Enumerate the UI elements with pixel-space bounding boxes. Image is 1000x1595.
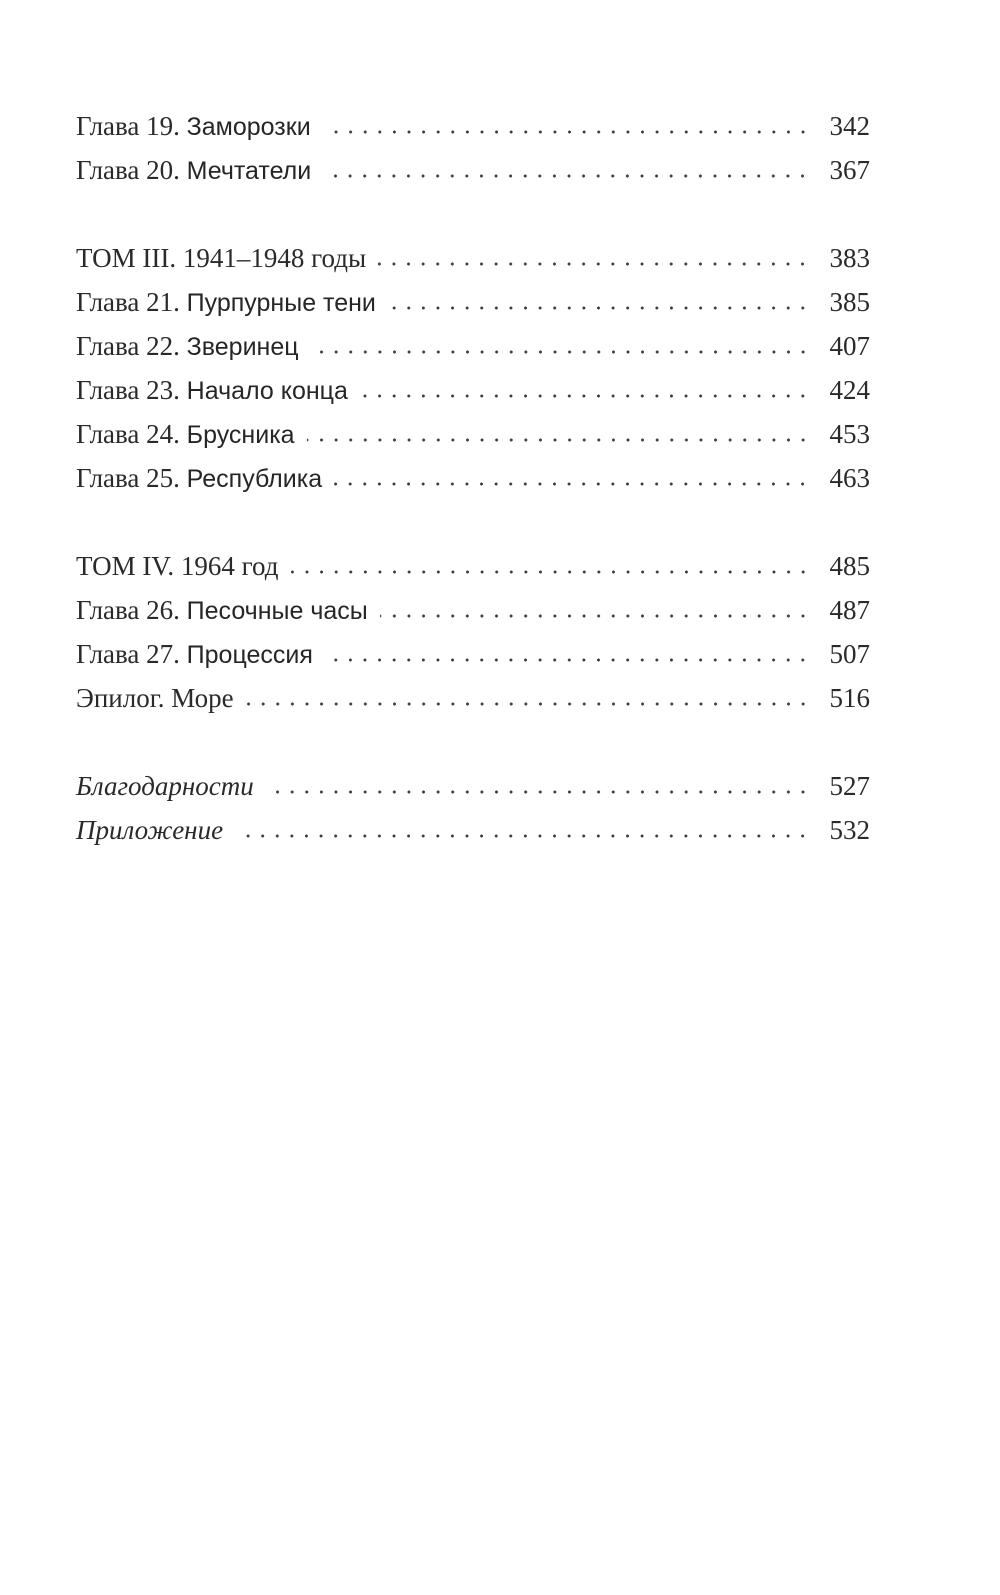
- entry-prefix: Глава 20.: [76, 155, 187, 185]
- toc-group: [76, 764, 870, 852]
- entry-prefix: Глава 27.: [76, 639, 187, 669]
- entry-title: Песочные часы: [186, 597, 368, 625]
- dot-leader: [307, 437, 810, 443]
- entry-prefix: ТОМ IV.: [76, 551, 181, 581]
- toc-backmatter-entry[interactable]: [76, 808, 870, 852]
- toc-volume-entry[interactable]: [76, 236, 870, 280]
- entry-label: [76, 148, 311, 193]
- toc-group: [76, 104, 870, 192]
- page-number: 485: [829, 551, 870, 581]
- entry-label: [76, 456, 322, 501]
- page-number: 516: [829, 683, 870, 713]
- entry-title: 1941–1948 годы: [182, 243, 367, 273]
- dot-leader: [380, 613, 810, 619]
- dot-leader: [246, 701, 810, 707]
- toc-entry[interactable]: [76, 368, 870, 412]
- entry-label: [76, 104, 311, 149]
- page-number: 507: [829, 639, 870, 669]
- dot-leader: [235, 833, 810, 839]
- page-number: 383: [829, 243, 870, 273]
- toc-group: [76, 236, 870, 500]
- entry-label: [76, 588, 368, 633]
- entry-title: Зверинец: [186, 333, 299, 361]
- toc-group: [76, 544, 870, 720]
- entry-label: Благодарности: [76, 771, 254, 801]
- page-number: 487: [829, 595, 870, 625]
- dot-leader: [291, 569, 810, 575]
- toc-entry[interactable]: [76, 632, 870, 676]
- entry-prefix: Эпилог.: [76, 683, 172, 713]
- toc-entry[interactable]: [76, 412, 870, 456]
- dot-leader: [360, 393, 810, 399]
- entry-label: [76, 324, 299, 369]
- entry-label: [76, 236, 366, 280]
- entry-title: Море: [171, 683, 234, 713]
- toc-entry[interactable]: [76, 676, 870, 720]
- page-number: 532: [829, 815, 870, 845]
- dot-leader: [323, 173, 810, 179]
- table-of-contents: [76, 104, 870, 852]
- dot-leader: [334, 481, 810, 487]
- entry-label: [76, 368, 348, 413]
- toc-volume-entry[interactable]: [76, 544, 870, 588]
- entry-prefix: Глава 25.: [76, 463, 187, 493]
- page-number: 453: [829, 419, 870, 449]
- page-number: 342: [829, 111, 870, 141]
- page-number: 463: [829, 463, 870, 493]
- dot-leader: [378, 261, 810, 267]
- toc-entry[interactable]: [76, 456, 870, 500]
- entry-label: [76, 412, 295, 457]
- entry-title: 1964 год: [180, 551, 279, 581]
- toc-backmatter-entry[interactable]: [76, 764, 870, 808]
- dot-leader: [325, 657, 810, 663]
- toc-entry[interactable]: [76, 588, 870, 632]
- entry-title: Начало конца: [186, 377, 348, 405]
- toc-entry[interactable]: [76, 148, 870, 192]
- page-number: 527: [829, 771, 870, 801]
- entry-title: Мечтатели: [186, 157, 312, 185]
- entry-prefix: Глава 23.: [76, 375, 187, 405]
- entry-prefix: ТОМ III.: [76, 243, 183, 273]
- entry-prefix: Глава 26.: [76, 595, 187, 625]
- entry-title: Процессия: [186, 641, 313, 669]
- dot-leader: [266, 789, 810, 795]
- page-number: 367: [829, 155, 870, 185]
- entry-prefix: Глава 22.: [76, 331, 187, 361]
- toc-entry[interactable]: [76, 324, 870, 368]
- entry-label: [76, 280, 376, 325]
- entry-label: [76, 544, 279, 588]
- entry-prefix: Глава 24.: [76, 419, 187, 449]
- entry-label: [76, 676, 234, 720]
- entry-label: Приложение: [76, 815, 224, 845]
- dot-leader: [323, 129, 810, 135]
- page-number: 424: [829, 375, 870, 405]
- entry-prefix: Глава 19.: [76, 111, 187, 141]
- entry-title: Заморозки: [186, 113, 311, 141]
- dot-leader: [388, 305, 810, 311]
- toc-entry[interactable]: [76, 104, 870, 148]
- entry-title: Республика: [186, 465, 323, 493]
- entry-title: Пурпурные тени: [186, 289, 376, 317]
- toc-entry[interactable]: [76, 280, 870, 324]
- page-number: 385: [829, 287, 870, 317]
- entry-prefix: Глава 21.: [76, 287, 187, 317]
- entry-title: Брусника: [186, 421, 295, 449]
- page-number: 407: [829, 331, 870, 361]
- entry-label: [76, 632, 313, 677]
- dot-leader: [311, 349, 810, 355]
